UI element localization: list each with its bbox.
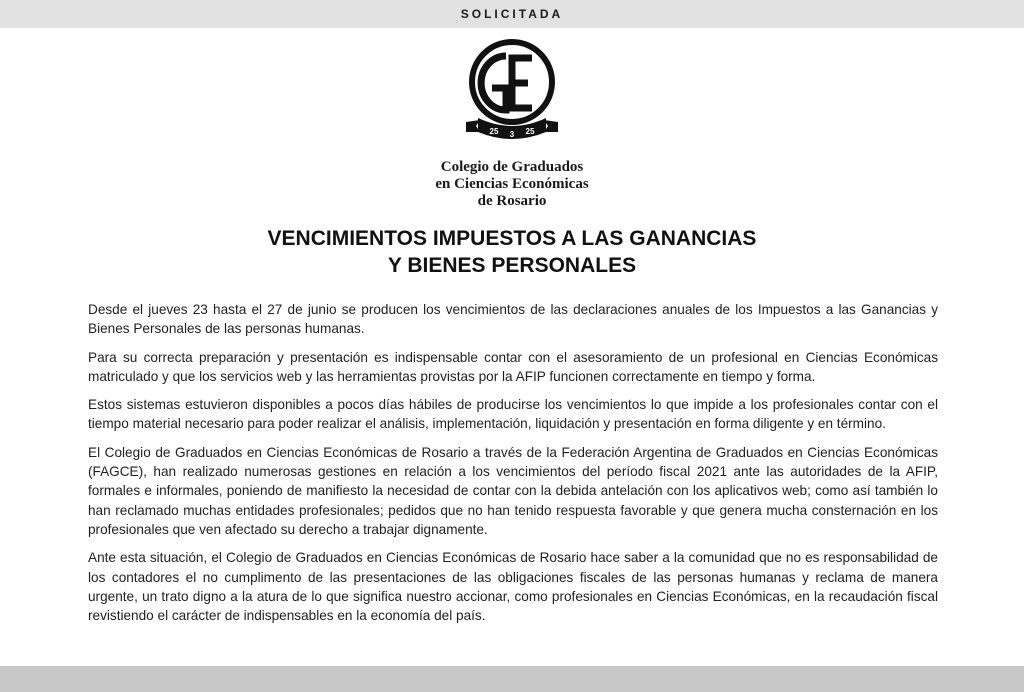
header-label: SOLICITADA [460,7,564,21]
paragraph-2: Para su correcta preparación y presentación es indispensable contar con el asesoramiento de un profesional en Ciencias Económicas matriculado y que los servicios web y las herramientas provistas por la AFIP funcionen correctamente en tiempo y forma. [88,349,938,384]
title-line-2: Y BIENES PERSONALES [387,254,637,277]
footer-bar [0,666,1024,692]
article-body [88,300,938,634]
ribbon-number-mid: 3 [509,130,515,139]
organization-line-1: Colegio de Graduados [440,159,584,175]
organization-name [380,159,644,210]
ribbon-number-right: 25 [525,127,535,136]
paragraph-3: Estos sistemas estuvieron disponibles a pocos días hábiles de producirse los vencimientos lo que impide a los profesionales contar con el tiempo material necesario para poder realizar el análisis, implementación, liquidación y presentación en forma diligente y en término. [88,397,938,432]
header-bar [0,0,1024,28]
organization-line-3: de Rosario [477,193,547,209]
college-logo [462,38,562,146]
ribbon-number-left: 25 [489,127,499,136]
paragraph-4: El Colegio de Graduados en Ciencias Económicas de Rosario a través de la Federación Argentina de Graduados en Ciencias Económicas (FAGCE), han realizado numerosas gestiones en relación a los vencimientos del período fiscal 2021 ante las autoridades de la AFIP, formales e informales, poniendo de manifiesto la necesidad de contar con la debida antelación con los aplicativos web; como así también lo han reclamado muchas entidades profesionales; pedidos que no han tenido respuesta favorable y que genera mucha consternación en los profesionales que ven afectado su derecho a trabajar dignamente. [88,444,938,537]
paragraph-1: Desde el jueves 23 hasta el 27 de junio se producen los vencimientos de las declaraciones anuales de los Impuestos a las Ganancias y Bienes Personales de las personas humanas. [88,302,938,337]
organization-line-2: en Ciencias Económicas [435,176,589,192]
title-line-1: VENCIMIENTOS IMPUESTOS A LAS GANANCIAS [267,227,757,250]
page-title [100,225,924,279]
paragraph-5: Ante esta situación, el Colegio de Graduados en Ciencias Económicas de Rosario hace saber a la comunidad que no es responsabilidad de los contadores el no cumplimento de las presentaciones de las obligaciones fiscales de las personas humanas y reclama de manera urgente, un trato digno a la atura de lo que significa nuestro accionar, como profesionales en Ciencias Económicas, en la recaudación fiscal revistiendo el carácter de indispensables en la economía del país. [88,550,938,624]
